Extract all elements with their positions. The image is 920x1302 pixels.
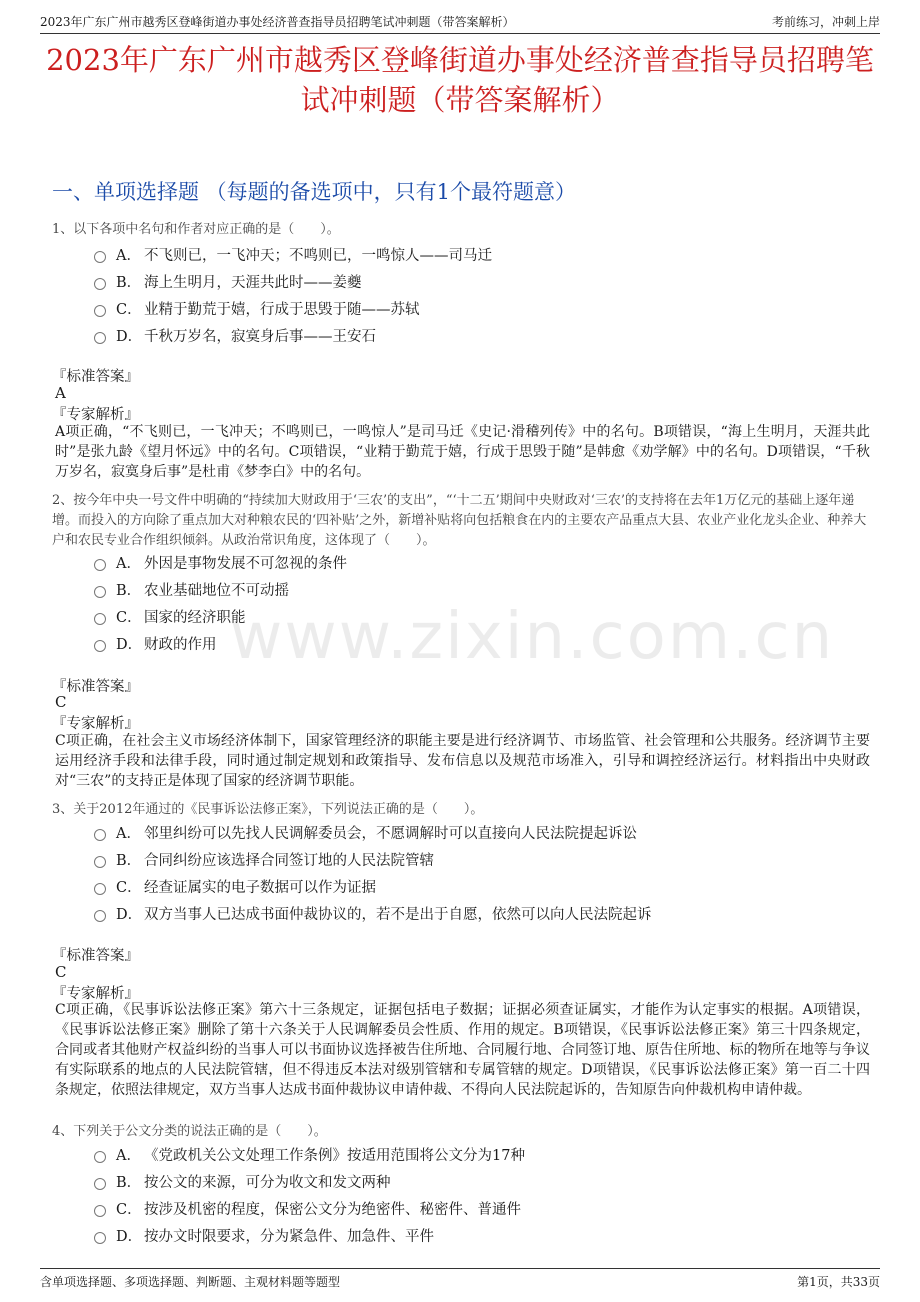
option-text: 国家的经济职能 [144, 610, 246, 626]
question-2-option-c[interactable] [94, 606, 246, 627]
option-letter: D． [116, 329, 143, 345]
radio-icon[interactable] [94, 910, 106, 922]
question-2-answer: C [55, 693, 67, 711]
option-text: 农业基础地位不可动摇 [144, 583, 289, 599]
option-letter: B． [116, 583, 142, 599]
question-4-option-a[interactable] [94, 1144, 525, 1165]
question-1-answer: A [55, 384, 66, 402]
question-2-option-d[interactable] [94, 633, 217, 654]
option-text: 不飞则已，一飞冲天；不鸣则已，一鸣惊人——司马迁 [144, 248, 492, 264]
question-4-option-b[interactable] [94, 1171, 391, 1192]
question-3-option-a[interactable] [94, 822, 637, 843]
radio-icon[interactable] [94, 829, 106, 841]
radio-icon[interactable] [94, 332, 106, 344]
page-header [40, 8, 880, 34]
radio-icon[interactable] [94, 305, 106, 317]
question-4-option-c[interactable] [94, 1198, 521, 1219]
question-1-analysis: A项正确，“不飞则已，一飞冲天；不鸣则已，一鸣惊人”是司马迁《史记·滑稽列传》中的名句。B项错误，“海上生明月，天涯共此时”是张九龄《望月怀远》中的名句。C项错误，“业精于勤荒于嬉，行成于思毁于随”是韩愈《劝学解》中的名句。D项错误，“千秋万岁名，寂寞身后事”是杜甫《梦李白》中的名句。 [55, 424, 870, 480]
option-letter: D． [116, 1229, 143, 1245]
option-letter: C． [116, 302, 142, 318]
option-letter: D． [116, 637, 143, 653]
option-text: 按涉及机密的程度，保密公文分为绝密件、秘密件、普通件 [144, 1202, 521, 1218]
analysis-label: 『专家解析』 [52, 716, 139, 732]
section-heading: 一、单项选择题 （每题的备选项中，只有1个最符题意） [52, 180, 577, 204]
option-letter: C． [116, 610, 142, 626]
question-1-option-b[interactable] [94, 271, 362, 292]
option-letter: A． [116, 248, 141, 264]
option-text: 《党政机关公文处理工作条例》按适用范围将公文分为17种 [144, 1148, 525, 1164]
option-text: 邻里纠纷可以先找人民调解委员会，不愿调解时可以直接向人民法院提起诉讼 [144, 826, 637, 842]
question-1-stem: 1、以下各项中名句和作者对应正确的是（ ）。 [52, 222, 340, 237]
radio-icon[interactable] [94, 1205, 106, 1217]
option-text: 按办文时限要求，分为紧急件、加急件、平件 [144, 1229, 434, 1245]
question-2-stem: 2、按今年中央一号文件中明确的“持续加大财政用于‘三农’的支出”，“‘十二五’期间中央财政对‘三农’的支持将在去年1万亿元的基础上逐年递增。而投入的方向除了重点加大对种粮农民的‘四补贴’之外，新增补贴将向包括粮食在内的主要农产品重点大县、农业产业化龙头企业、种养大户和农民专业合作组织倾斜。从政治常识角度，这体现了（ ）。 [52, 493, 867, 548]
document-title: 2023年广东广州市越秀区登峰街道办事处经济普查指导员招聘笔试冲刺题（带答案解析） [46, 43, 874, 117]
question-1-option-c[interactable] [94, 298, 420, 319]
question-1-option-d[interactable] [94, 325, 376, 346]
radio-icon[interactable] [94, 1151, 106, 1163]
header-slogan: 考前练习，冲刺上岸 [771, 15, 880, 29]
radio-icon[interactable] [94, 640, 106, 652]
analysis-label: 『专家解析』 [52, 407, 139, 423]
option-letter: A． [116, 1148, 141, 1164]
question-3-option-c[interactable] [94, 876, 376, 897]
option-letter: B． [116, 275, 142, 291]
radio-icon[interactable] [94, 251, 106, 263]
question-3-stem: 3、关于2012年通过的《民事诉讼法修正案》，下列说法正确的是（ ）。 [52, 802, 484, 817]
option-text: 按公文的来源，可分为收文和发文两种 [144, 1175, 391, 1191]
radio-icon[interactable] [94, 613, 106, 625]
option-letter: A． [116, 556, 141, 572]
option-letter: B． [116, 1175, 142, 1191]
option-letter: C． [116, 1202, 142, 1218]
question-2-option-b[interactable] [94, 579, 289, 600]
radio-icon[interactable] [94, 883, 106, 895]
radio-icon[interactable] [94, 856, 106, 868]
answer-label: 『标准答案』 [52, 948, 139, 964]
option-letter: B． [116, 853, 142, 869]
option-text: 经查证属实的电子数据可以作为证据 [144, 880, 376, 896]
analysis-label: 『专家解析』 [52, 986, 139, 1002]
option-text: 业精于勤荒于嬉，行成于思毁于随——苏轼 [144, 302, 420, 318]
question-4-stem: 4、下列关于公文分类的说法正确的是（ ）。 [52, 1124, 327, 1139]
option-letter: D． [116, 907, 143, 923]
option-letter: C． [116, 880, 142, 896]
watermark: www.zixin.com.cn [230, 600, 835, 674]
page-number: 第1页，共33页 [797, 1275, 880, 1289]
radio-icon[interactable] [94, 559, 106, 571]
radio-icon[interactable] [94, 278, 106, 290]
option-text: 财政的作用 [144, 637, 217, 653]
radio-icon[interactable] [94, 1178, 106, 1190]
option-text: 千秋万岁名，寂寞身后事——王安石 [144, 329, 376, 345]
question-2-analysis: C项正确，在社会主义市场经济体制下，国家管理经济的职能主要是进行经济调节、市场监管、社会管理和公共服务。经济调节主要运用经济手段和法律手段，同时通过制定规划和政策指导、发布信息以及规范市场准入，引导和调控经济运行。材料指出中央财政对“三农”的支持正是体现了国家的经济调节职能。 [55, 733, 870, 789]
radio-icon[interactable] [94, 586, 106, 598]
question-3-analysis: C项正确，《民事诉讼法修正案》第六十三条规定，证据包括电子数据；证据必须查证属实，才能作为认定事实的根据。A项错误，《民事诉讼法修正案》删除了第十六条关于人民调解委员会性质、作用的规定。B项错误，《民事诉讼法修正案》第三十四条规定，合同或者其他财产权益纠纷的当事人可以书面协议选择被告住所地、合同履行地、合同签订地、原告住所地、标的物所在地等与争议有实际联系的地点的人民法院管辖，但不得违反本法对级别管辖和专属管辖的规定。D项错误，《民事诉讼法修正案》第一百二十四条规定，依照法律规定，双方当事人达成书面仲裁协议申请仲裁、不得向人民法院起诉的，告知原告向仲裁机构申请仲裁。 [55, 1002, 870, 1098]
radio-icon[interactable] [94, 1232, 106, 1244]
question-1-option-a[interactable] [94, 244, 492, 265]
question-3-option-b[interactable] [94, 849, 434, 870]
question-2-option-a[interactable] [94, 552, 347, 573]
option-letter: A． [116, 826, 141, 842]
option-text: 双方当事人已达成书面仲裁协议的，若不是出于自愿，依然可以向人民法院起诉 [144, 907, 652, 923]
option-text: 海上生明月，天涯共此时——姜夔 [144, 275, 362, 291]
question-4-option-d[interactable] [94, 1225, 434, 1246]
answer-label: 『标准答案』 [52, 369, 139, 385]
answer-label: 『标准答案』 [52, 679, 139, 695]
option-text: 合同纠纷应该选择合同签订地的人民法院管辖 [144, 853, 434, 869]
option-text: 外因是事物发展不可忽视的条件 [144, 556, 347, 572]
footer-question-types: 含单项选择题、多项选择题、判断题、主观材料题等题型 [40, 1275, 341, 1289]
header-doc-title: 2023年广东广州市越秀区登峰街道办事处经济普查指导员招聘笔试冲刺题（带答案解析） [40, 15, 515, 29]
page-footer [40, 1268, 880, 1295]
question-3-option-d[interactable] [94, 903, 652, 924]
question-3-answer: C [55, 963, 67, 981]
